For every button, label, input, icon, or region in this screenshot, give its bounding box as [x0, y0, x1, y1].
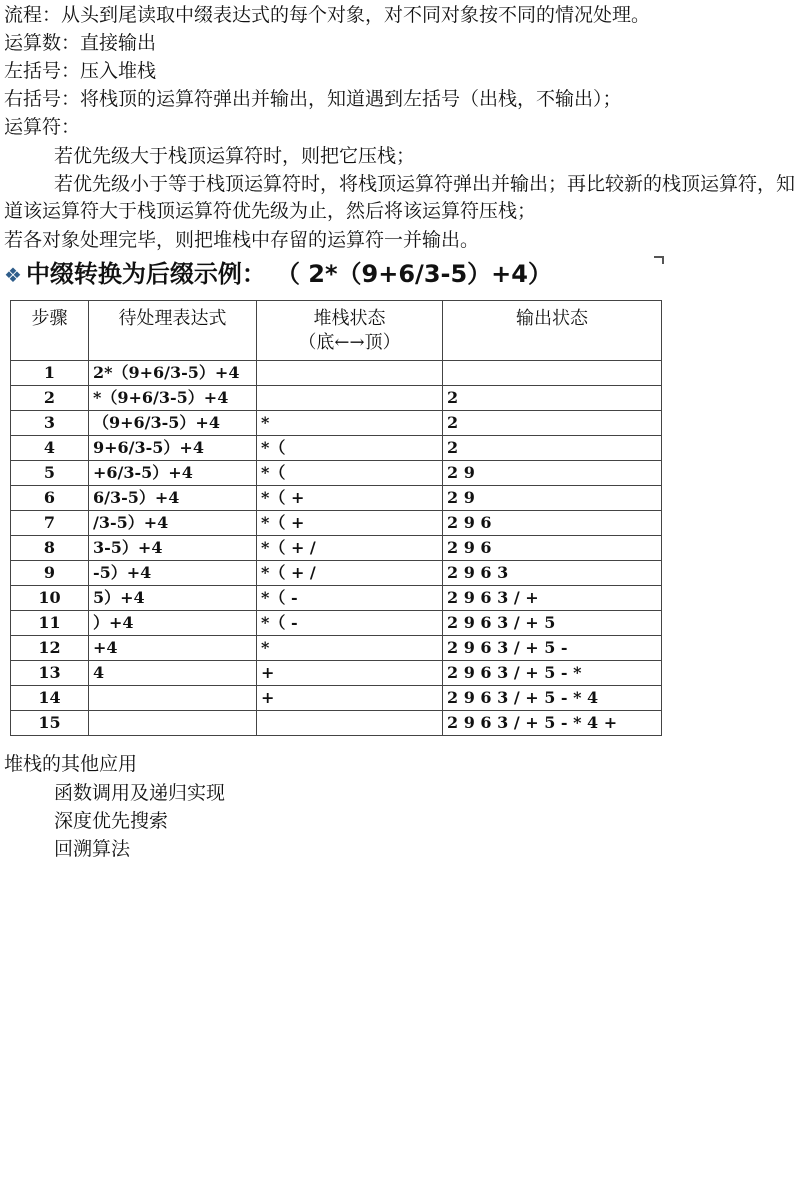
expression-cell: 4 — [89, 661, 257, 686]
table-row — [11, 486, 662, 511]
table-row — [11, 686, 662, 711]
table-row — [11, 461, 662, 486]
stack-cell: *（ - — [257, 611, 443, 636]
step-cell: 1 — [11, 361, 89, 386]
table-row — [11, 636, 662, 661]
expression-cell — [89, 711, 257, 736]
diamond-bullet-icon: ❖ — [4, 263, 22, 287]
step-cell: 13 — [11, 661, 89, 686]
step-cell: 14 — [11, 686, 89, 711]
output-cell: 2 9 6 3 / + — [443, 586, 662, 611]
step-cell: 11 — [11, 611, 89, 636]
stack-cell — [257, 361, 443, 386]
header-step: 步骤 — [11, 301, 89, 361]
stack-cell: *（ - — [257, 586, 443, 611]
operator-rule-higher: 若优先级大于栈顶运算符时，则把它压栈； — [54, 145, 416, 167]
expression-cell — [89, 686, 257, 711]
stack-cell — [257, 711, 443, 736]
output-cell: 2 9 6 3 / + 5 - * — [443, 661, 662, 686]
table-row — [11, 361, 662, 386]
header-stack — [257, 301, 443, 361]
table-row — [11, 561, 662, 586]
figure-title-text: 中缀转换为后缀示例： — [25, 260, 266, 288]
table-row — [11, 611, 662, 636]
stack-cell — [257, 386, 443, 411]
output-cell: 2 — [443, 436, 662, 461]
stack-cell: * — [257, 636, 443, 661]
stack-cell: *（ — [257, 436, 443, 461]
step-cell: 10 — [11, 586, 89, 611]
stack-cell: *（ + — [257, 486, 443, 511]
output-cell: 2 9 — [443, 486, 662, 511]
operand-rule: 运算数：直接输出 — [4, 32, 157, 54]
expression-cell: （9+6/3-5）+4 — [89, 411, 257, 436]
table-row — [11, 536, 662, 561]
stack-cell: *（ — [257, 461, 443, 486]
expression-cell: ）+4 — [89, 611, 257, 636]
header-stack-subtitle: （底←→顶） — [298, 332, 401, 353]
slide-corner-mark — [654, 256, 664, 264]
figure-formula: （ 2*（9+6/3-5）+4） — [287, 260, 552, 288]
flow-paragraph: 流程：从头到尾读取中缀表达式的每个对象，对不同对象按不同的情况处理。 — [4, 4, 651, 26]
step-cell: 6 — [11, 486, 89, 511]
expression-cell: *（9+6/3-5）+4 — [89, 386, 257, 411]
application-item: 函数调用及递归实现 — [54, 782, 226, 804]
stack-cell: *（ + — [257, 511, 443, 536]
operator-rule-lower: 若优先级小于等于栈顶运算符时，将栈顶运算符弹出并输出；再比较新的栈顶运算符，知道该运算符大于栈顶运算符优先级为止，然后将该运算符压栈； — [4, 173, 796, 222]
stack-cell: * — [257, 411, 443, 436]
step-cell: 3 — [11, 411, 89, 436]
applications-heading: 堆栈的其他应用 — [4, 753, 138, 775]
output-cell: 2 9 — [443, 461, 662, 486]
stack-cell: *（ + / — [257, 536, 443, 561]
step-cell: 5 — [11, 461, 89, 486]
figure-title — [4, 256, 664, 292]
header-expression: 待处理表达式 — [89, 301, 257, 361]
output-cell: 2 9 6 3 / + 5 - — [443, 636, 662, 661]
expression-cell: 3-5）+4 — [89, 536, 257, 561]
output-cell: 2 — [443, 411, 662, 436]
output-cell: 2 9 6 3 / + 5 - * 4 + — [443, 711, 662, 736]
expression-cell: 9+6/3-5）+4 — [89, 436, 257, 461]
table-row — [11, 711, 662, 736]
expression-cell: 5）+4 — [89, 586, 257, 611]
expression-cell: 2*（9+6/3-5）+4 — [89, 361, 257, 386]
expression-cell: -5）+4 — [89, 561, 257, 586]
stack-cell: + — [257, 686, 443, 711]
stack-cell: *（ + / — [257, 561, 443, 586]
output-cell: 2 — [443, 386, 662, 411]
right-paren-rule: 右括号：将栈顶的运算符弹出并输出，知道遇到左括号（出栈，不输出）； — [4, 88, 622, 110]
step-cell: 9 — [11, 561, 89, 586]
header-output: 输出状态 — [443, 301, 662, 361]
application-item: 深度优先搜索 — [54, 810, 169, 832]
output-cell — [443, 361, 662, 386]
expression-cell: +4 — [89, 636, 257, 661]
step-cell: 4 — [11, 436, 89, 461]
header-stack-label: 堆栈状态 — [313, 308, 386, 329]
expression-cell: 6/3-5）+4 — [89, 486, 257, 511]
step-cell: 15 — [11, 711, 89, 736]
left-paren-rule: 左括号：压入堆栈 — [4, 60, 157, 82]
table-header-row — [11, 301, 662, 361]
output-cell: 2 9 6 3 / + 5 - * 4 — [443, 686, 662, 711]
output-cell: 2 9 6 3 — [443, 561, 662, 586]
operator-heading: 运算符： — [4, 116, 81, 138]
step-cell: 2 — [11, 386, 89, 411]
step-cell: 7 — [11, 511, 89, 536]
expression-cell: /3-5）+4 — [89, 511, 257, 536]
output-cell: 2 9 6 3 / + 5 — [443, 611, 662, 636]
expression-cell: +6/3-5）+4 — [89, 461, 257, 486]
table-row — [11, 436, 662, 461]
stack-cell: + — [257, 661, 443, 686]
output-cell: 2 9 6 — [443, 511, 662, 536]
step-cell: 12 — [11, 636, 89, 661]
output-cell: 2 9 6 — [443, 536, 662, 561]
table-row — [11, 586, 662, 611]
table-row — [11, 511, 662, 536]
finish-rule: 若各对象处理完毕，则把堆栈中存留的运算符一并输出。 — [4, 229, 480, 251]
step-cell: 8 — [11, 536, 89, 561]
conversion-table — [10, 300, 662, 736]
table-row — [11, 386, 662, 411]
table-row — [11, 661, 662, 686]
table-row — [11, 411, 662, 436]
application-item: 回溯算法 — [54, 838, 131, 860]
